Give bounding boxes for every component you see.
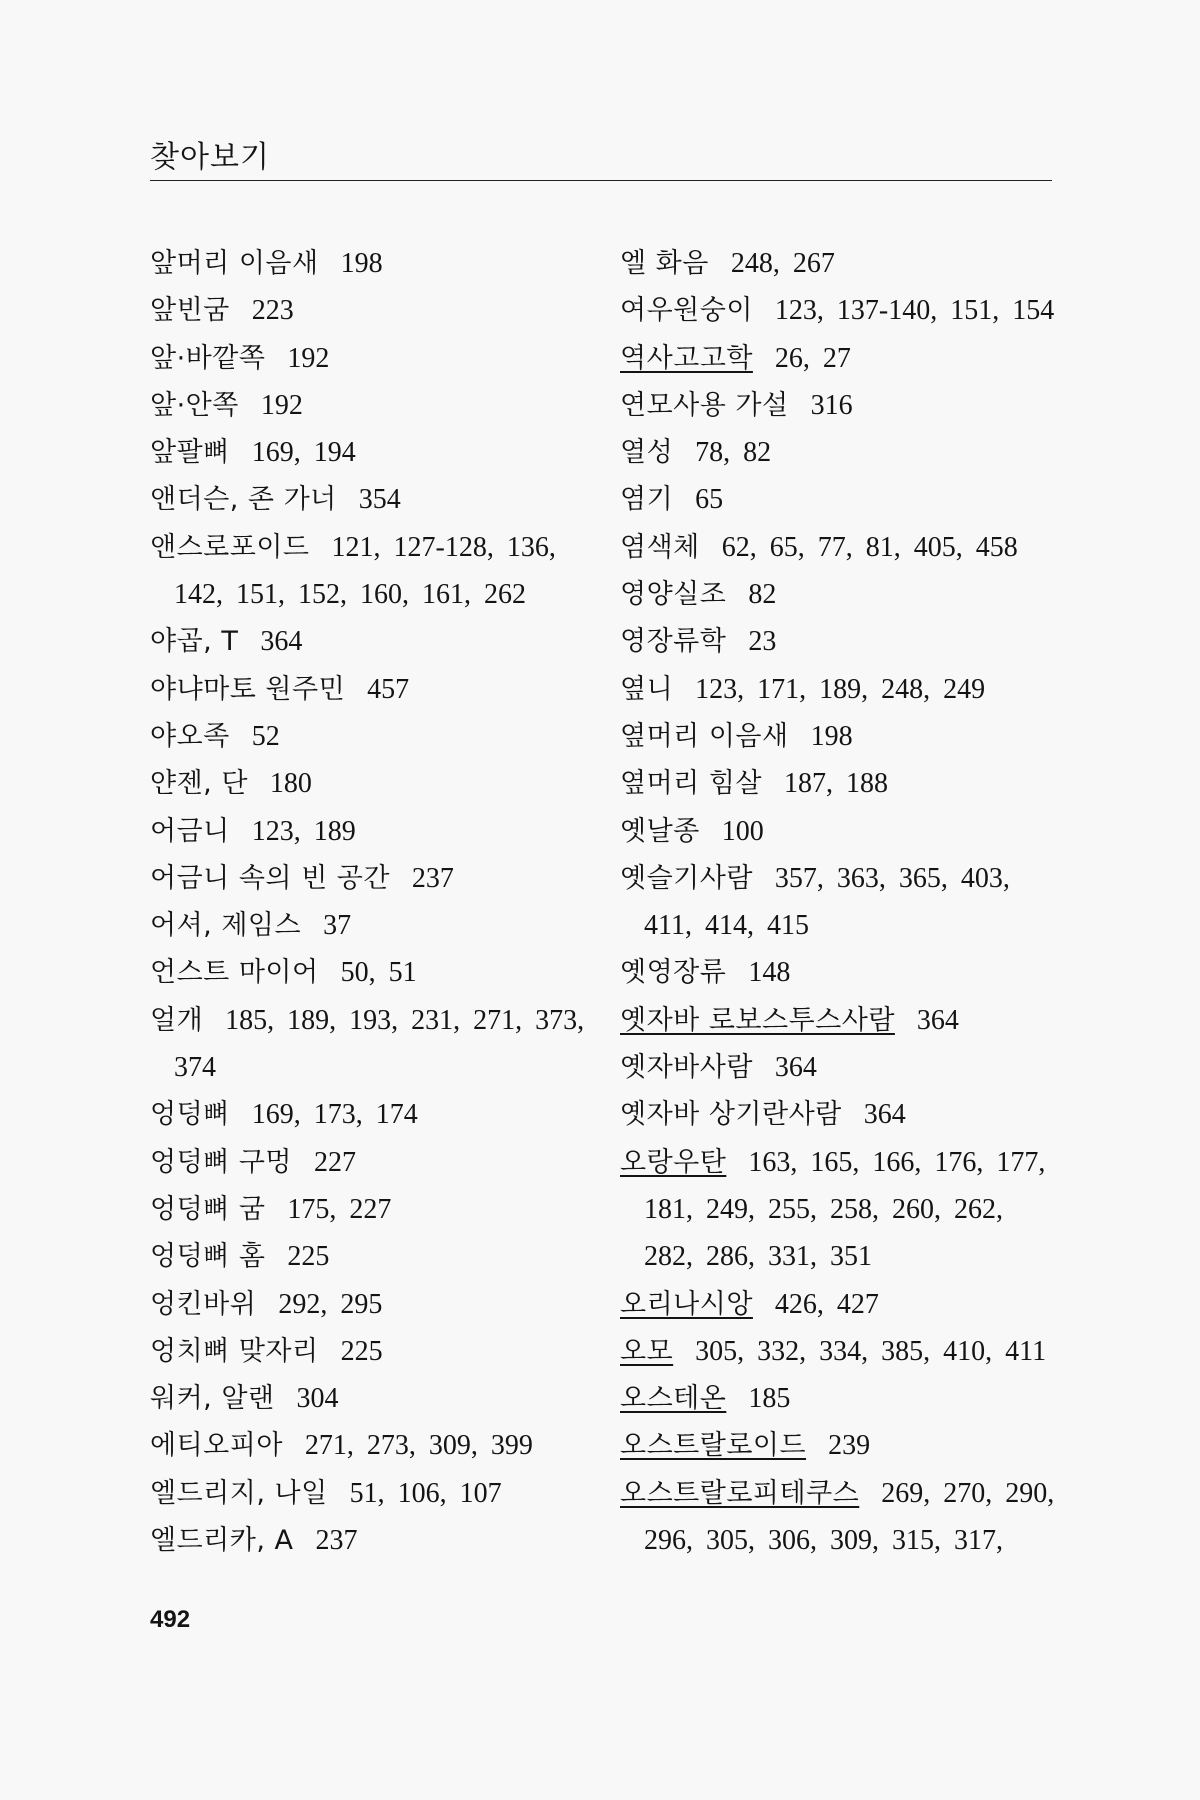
index-entry (150, 1044, 590, 1091)
index-pages: 50, 51 (340, 957, 417, 989)
index-pages: 269, 270, 290, (881, 1477, 1055, 1509)
index-entry (150, 902, 590, 949)
index-pages: 354 (358, 484, 401, 516)
index-entry (150, 760, 590, 807)
index-pages: 123, 171, 189, 248, 249 (695, 673, 986, 705)
index-entry (150, 1375, 590, 1422)
index-term: 앞·바깥쪽 (150, 342, 266, 374)
index-column-left (150, 240, 590, 1564)
index-term: 열성 (620, 437, 674, 469)
index-term: 엉덩뼈 홈 (150, 1241, 266, 1273)
index-entry (150, 1328, 590, 1375)
index-pages: 411, 414, 415 (644, 910, 809, 942)
index-entry (150, 476, 590, 523)
index-entry (620, 1139, 1060, 1186)
index-term: 옛날종 (620, 815, 700, 847)
index-entry (150, 666, 590, 713)
index-entry (150, 1517, 590, 1564)
index-pages: 123, 137-140, 151, 154 (774, 295, 1055, 327)
index-term: 야오족 (150, 720, 230, 752)
index-pages: 304 (296, 1383, 339, 1415)
index-term: 오리나시앙 (620, 1288, 753, 1320)
index-term: 엘드리카, A (150, 1525, 294, 1557)
index-term: 앞·안쪽 (150, 389, 239, 421)
index-term: 얀젠, 단 (150, 768, 248, 800)
index-term: 연모사용 가설 (620, 389, 789, 421)
index-term: 앞빈굼 (150, 295, 230, 327)
index-term: 옛자바 로보스투스사람 (620, 1004, 895, 1036)
index-pages: 316 (810, 389, 853, 421)
index-pages: 82 (748, 579, 777, 611)
index-pages: 374 (174, 1052, 216, 1084)
index-entry (620, 335, 1060, 382)
index-pages: 223 (251, 295, 294, 327)
index-pages: 185 (748, 1383, 791, 1415)
index-entry (620, 287, 1060, 334)
index-entry (620, 382, 1060, 429)
index-pages: 239 (828, 1430, 871, 1462)
index-entry (150, 997, 590, 1044)
index-pages: 78, 82 (695, 437, 772, 469)
index-entry (150, 240, 590, 287)
index-pages: 26, 27 (774, 342, 851, 374)
index-pages: 169, 173, 174 (251, 1099, 418, 1131)
page-number: 492 (150, 1606, 191, 1633)
index-pages: 227 (314, 1146, 356, 1178)
index-pages: 121, 127-128, 136, (331, 531, 556, 563)
index-term: 언스트 마이어 (150, 957, 319, 989)
index-term: 엉덩뼈 구멍 (150, 1146, 292, 1178)
index-term: 앤더슨, 존 가너 (150, 484, 337, 516)
index-pages: 185, 189, 193, 231, 271, 373, (225, 1004, 585, 1036)
index-term: 오스트랄로피테쿠스 (620, 1477, 860, 1509)
index-term: 앤스로포이드 (150, 531, 310, 563)
index-entry (150, 429, 590, 476)
index-entry (150, 335, 590, 382)
index-term: 옆머리 힘살 (620, 768, 762, 800)
index-entry (150, 382, 590, 429)
index-entry (150, 808, 590, 855)
index-term: 어금니 (150, 815, 230, 847)
index-pages: 198 (810, 720, 853, 752)
index-column-right (620, 240, 1060, 1564)
index-term: 어셔, 제임스 (150, 910, 302, 942)
index-pages: 292, 295 (278, 1288, 383, 1320)
index-term: 옆니 (620, 673, 674, 705)
page-title: 찾아보기 (150, 140, 270, 175)
index-term: 워커, 알랜 (150, 1383, 275, 1415)
index-pages: 23 (748, 626, 777, 658)
index-entry (150, 1470, 590, 1517)
index-pages: 169, 194 (251, 437, 356, 469)
index-entry (620, 1517, 1060, 1564)
index-pages: 364 (863, 1099, 906, 1131)
index-pages: 192 (260, 389, 303, 421)
index-entry (620, 760, 1060, 807)
index-pages: 51, 106, 107 (349, 1477, 502, 1509)
index-pages: 296, 305, 306, 309, 315, 317, (644, 1525, 1003, 1557)
index-pages: 123, 189 (251, 815, 356, 847)
index-entry (620, 618, 1060, 665)
index-term: 엉덩뼈 (150, 1099, 230, 1131)
index-entry (150, 949, 590, 996)
index-entry (150, 618, 590, 665)
index-term: 옆머리 이음새 (620, 720, 789, 752)
index-entry (620, 1422, 1060, 1469)
index-entry (620, 666, 1060, 713)
index-entry (620, 713, 1060, 760)
index-entry (620, 429, 1060, 476)
index-pages: 237 (411, 862, 454, 894)
index-pages: 357, 363, 365, 403, (774, 862, 1010, 894)
index-entry (620, 1044, 1060, 1091)
index-term: 엘 화음 (620, 248, 709, 279)
index-term: 야곱, T (150, 626, 239, 658)
index-pages: 225 (287, 1241, 330, 1273)
index-pages: 180 (269, 768, 312, 800)
index-entry (620, 808, 1060, 855)
index-entry (150, 855, 590, 902)
index-entry (620, 1470, 1060, 1517)
index-pages: 148 (748, 957, 791, 989)
index-term: 엉킨바위 (150, 1288, 257, 1320)
index-entry (620, 1186, 1060, 1233)
index-term: 얼개 (150, 1004, 204, 1036)
index-entry (620, 997, 1060, 1044)
index-term: 엉치뼈 맞자리 (150, 1335, 319, 1367)
index-term: 엘드리지, 나일 (150, 1477, 328, 1509)
index-term: 오랑우탄 (620, 1146, 727, 1178)
index-entry (150, 1233, 590, 1280)
index-term: 염색체 (620, 531, 700, 563)
index-term: 앞머리 이음새 (150, 248, 319, 279)
index-pages: 163, 165, 166, 176, 177, (748, 1146, 1046, 1178)
index-entry (150, 571, 590, 618)
index-term: 영양실조 (620, 579, 727, 611)
index-entry (150, 713, 590, 760)
index-pages: 225 (340, 1335, 383, 1367)
index-entry (150, 1139, 590, 1186)
index-entry (620, 1091, 1060, 1138)
index-pages: 271, 273, 309, 399 (304, 1430, 533, 1462)
index-term: 오스트랄로이드 (620, 1430, 807, 1462)
index-entry (620, 902, 1060, 949)
index-pages: 426, 427 (774, 1288, 879, 1320)
index-pages: 65 (695, 484, 724, 516)
index-term: 영장류학 (620, 626, 727, 658)
index-term: 앞팔뼈 (150, 437, 230, 469)
index-entry (620, 240, 1060, 287)
index-term: 엉덩뼈 굼 (150, 1193, 266, 1225)
index-term: 오스테온 (620, 1383, 727, 1415)
index-pages: 364 (774, 1052, 817, 1084)
index-pages: 364 (916, 1004, 959, 1036)
index-entry (620, 476, 1060, 523)
title-divider (150, 180, 1052, 181)
index-entry (150, 524, 590, 571)
index-term: 옛슬기사람 (620, 862, 753, 894)
index-pages: 142, 151, 152, 160, 161, 262 (174, 579, 526, 611)
index-entry (620, 949, 1060, 996)
index-pages: 364 (260, 626, 303, 658)
index-pages: 282, 286, 331, 351 (644, 1241, 872, 1273)
index-entry (620, 1233, 1060, 1280)
index-entry (620, 1328, 1060, 1375)
index-pages: 181, 249, 255, 258, 260, 262, (644, 1193, 1003, 1225)
index-term: 염기 (620, 484, 674, 516)
index-pages: 100 (721, 815, 764, 847)
index-term: 옛영장류 (620, 957, 727, 989)
index-term: 여우원숭이 (620, 295, 753, 327)
index-entry (620, 524, 1060, 571)
index-entry (150, 1281, 590, 1328)
index-term: 야냐마토 원주민 (150, 673, 346, 705)
index-pages: 62, 65, 77, 81, 405, 458 (721, 531, 1018, 563)
index-pages: 175, 227 (287, 1193, 392, 1225)
index-term: 역사고고학 (620, 342, 753, 374)
index-pages: 52 (251, 720, 280, 752)
index-term: 어금니 속의 빈 공간 (150, 862, 390, 894)
index-pages: 237 (315, 1525, 358, 1557)
index-term: 오모 (620, 1335, 674, 1367)
index-entry (150, 287, 590, 334)
index-entry (620, 1281, 1060, 1328)
index-pages: 187, 188 (784, 768, 888, 800)
index-pages: 248, 267 (730, 248, 835, 279)
index-pages: 37 (323, 910, 352, 942)
index-pages: 457 (367, 673, 410, 705)
index-entry (620, 855, 1060, 902)
index-entry (150, 1091, 590, 1138)
index-pages: 305, 332, 334, 385, 410, 411 (695, 1335, 1047, 1367)
index-entry (150, 1186, 590, 1233)
index-entry (620, 571, 1060, 618)
index-term: 옛자바 상기란사람 (620, 1099, 842, 1131)
index-term: 에티오피아 (150, 1430, 283, 1462)
index-pages: 192 (287, 342, 330, 374)
index-entry (150, 1422, 590, 1469)
index-term: 옛자바사람 (620, 1052, 753, 1084)
index-pages: 198 (340, 248, 383, 279)
index-entry (620, 1375, 1060, 1422)
